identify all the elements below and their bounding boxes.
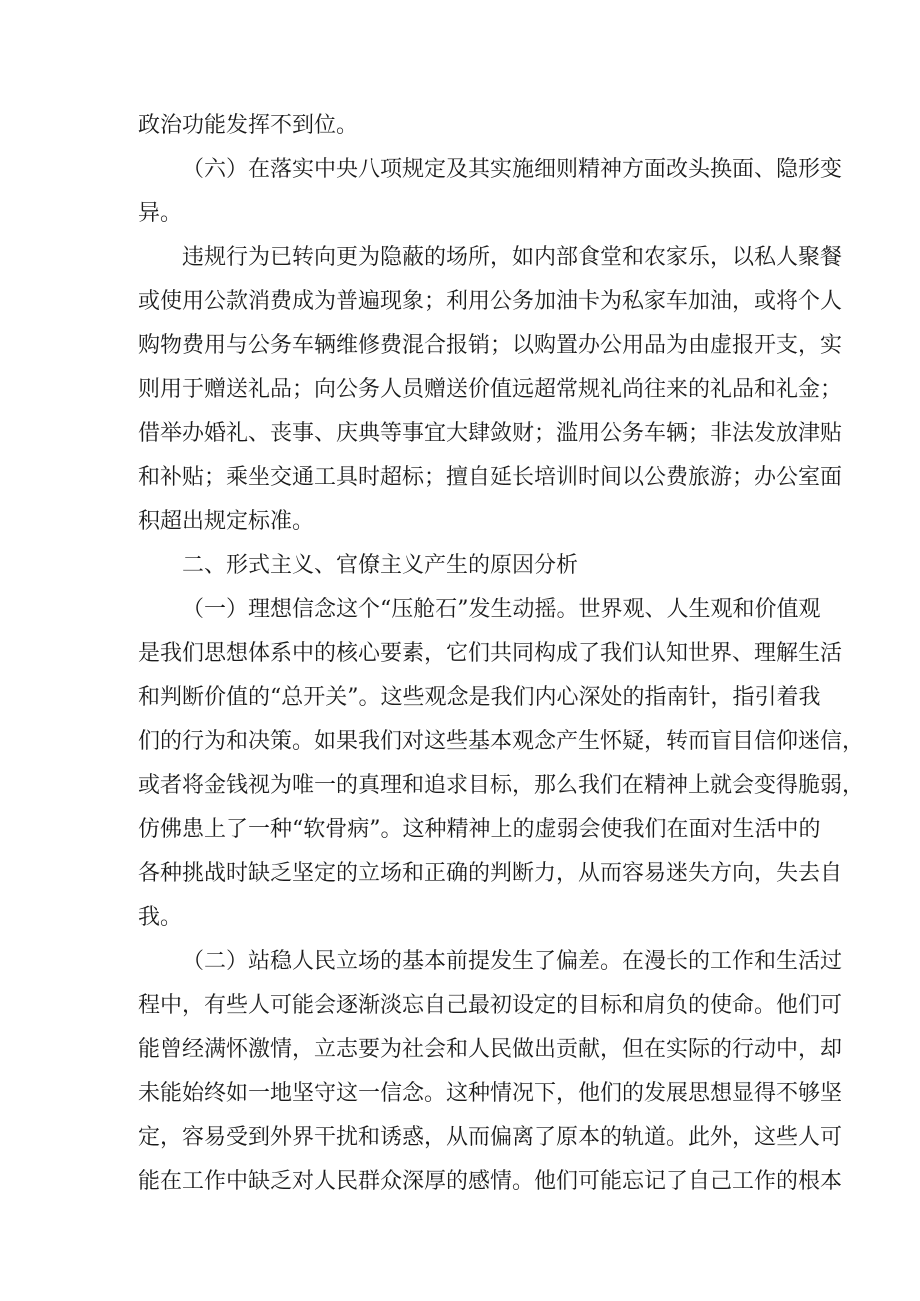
section-heading: 二、形式主义、官僚主义产生的原因分析 (182, 553, 579, 578)
text-line: 仿佛患上了一种“软骨病”。这种精神上的虚弱会使我们在面对生活中的 (138, 817, 821, 842)
text-line: 能在工作中缺乏对人民群众深厚的感情。他们可能忘记了自己工作的根本 (138, 1169, 843, 1194)
text-line: 各种挑战时缺乏坚定的立场和正确的判断力，从而容易迷失方向，失去自 (138, 861, 843, 886)
text-line: 借举办婚礼、丧事、庆典等事宜大肆敛财；滥用公务车辆；非法发放津贴 (138, 421, 843, 446)
text-line: （六）在落实中央八项规定及其实施细则精神方面改头换面、隐形变 (182, 157, 843, 182)
text-line: 积超出规定标准。 (138, 509, 315, 534)
text-line: 异。 (138, 201, 183, 226)
text-line: 则用于赠送礼品；向公务人员赠送价值远超常规礼尚往来的礼品和礼金； (138, 377, 843, 402)
text-line: 或使用公款消费成为普遍现象；利用公务加油卡为私家车加油，或将个人 (138, 289, 843, 314)
text-line: （二）站稳人民立场的基本前提发生了偏差。在漫长的工作和生活过 (182, 949, 843, 974)
text-line: 未能始终如一地坚守这一信念。这种情况下，他们的发展思想显得不够坚 (138, 1081, 843, 1106)
text-line: 我。 (138, 905, 183, 930)
text-line: 和判断价值的“总开关”。这些观念是我们内心深处的指南针，指引着我 (138, 685, 821, 710)
text-line: 或者将金钱视为唯一的真理和追求目标，那么我们在精神上就会变得脆弱， (138, 773, 865, 798)
text-line: 能曾经满怀激情，立志要为社会和人民做出贡献，但在实际的行动中，却 (138, 1037, 843, 1062)
text-line: 和补贴；乘坐交通工具时超标；擅自延长培训时间以公费旅游；办公室面 (138, 465, 843, 490)
text-line: （一）理想信念这个“压舱石”发生动摇。世界观、人生观和价值观 (182, 597, 821, 622)
text-line: 购物费用与公务车辆维修费混合报销；以购置办公用品为由虚报开支，实 (138, 333, 843, 358)
text-line: 程中，有些人可能会逐渐淡忘自己最初设定的目标和肩负的使命。他们可 (138, 993, 843, 1018)
text-line: 们的行为和决策。如果我们对这些基本观念产生怀疑，转而盲目信仰迷信， (138, 729, 865, 754)
text-line: 是我们思想体系中的核心要素，它们共同构成了我们认知世界、理解生活 (138, 641, 843, 666)
text-line: 定，容易受到外界干扰和诱惑，从而偏离了原本的轨道。此外，这些人可 (138, 1125, 843, 1150)
text-line: 违规行为已转向更为隐蔽的场所，如内部食堂和农家乐，以私人聚餐 (182, 245, 843, 270)
text-line: 政治功能发挥不到位。 (138, 113, 359, 138)
